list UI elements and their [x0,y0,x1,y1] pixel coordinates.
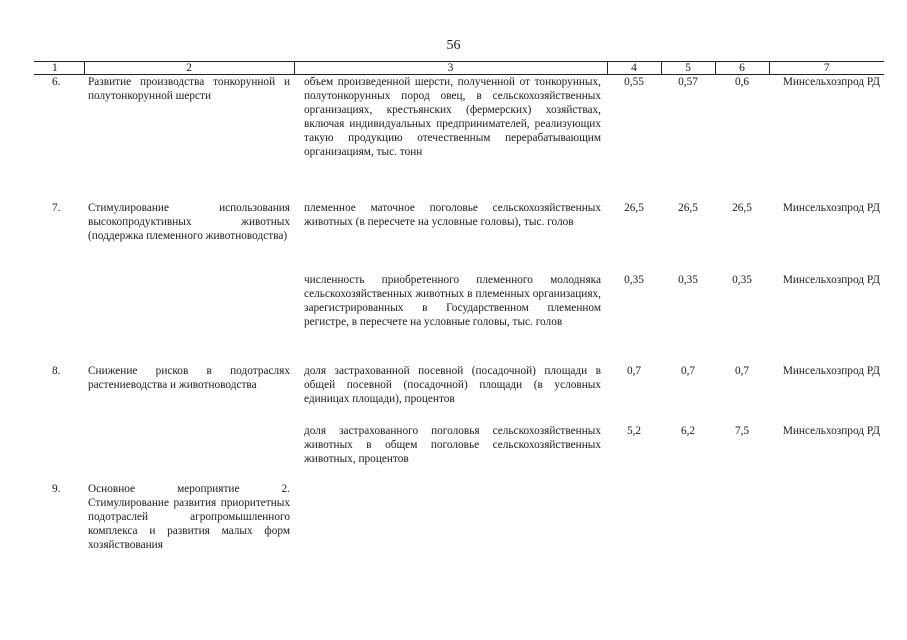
value-col-6: 26,5 [732,201,752,214]
value-col-5: 26,5 [678,201,698,214]
row-number [34,273,84,364]
value-col-5: 0,57 [678,76,698,88]
table-row [34,273,884,364]
measure-name [84,424,294,482]
value-col-4: 0,35 [624,273,644,286]
executor [769,482,884,572]
indicator-text: объем произведенной шерсти, полученной от тонкорунных, полутонкорунных пород овец, в сельскохозяйственных организациях, крестьянских (фермерских) хозяйствах, включая индивидуальных предпринимателей, реализующих такую продукцию отечественным перерабатывающим организациям, тыс. тонн [304,76,601,158]
indicator-text: племенное маточное поголовье сельскохозяйственных животных (в пересчете на условные головы), тыс. голов [304,201,601,228]
value-col-6: 0,6 [734,76,750,88]
value-col-4: 0,55 [624,76,644,88]
value-col-5 [661,482,715,572]
indicator-text: доля застрахованного поголовья сельскохозяйственных животных в общем поголовье сельскохозяйственных животных, процентов [304,424,601,465]
value-col-6: 0,35 [732,273,752,286]
measure-name: Стимулирование использования высокопродуктивных животных (поддержка племенного животноводства) [88,201,290,242]
table-row [34,482,884,572]
executor: Минсельхозпрод РД [782,76,880,88]
header-col-5: 5 [661,62,715,75]
measure-name: Развитие производства тонкорунной и полутонкорунной шерсти [88,76,290,102]
executor: Минсельхозпрод РД [782,273,880,286]
row-number: 9. [52,482,61,495]
header-col-7: 7 [769,62,884,75]
value-col-5: 6,2 [680,424,696,437]
table-row [34,424,884,482]
header-col-4: 4 [607,62,661,75]
row-number [34,424,84,482]
indicator-text: численность приобретенного племенного молодняка сельскохозяйственных животных в племенных организациях, зарегистрированных в Государственном племенном регистре, в пересчете на условные головы, тыс. голов [304,273,601,328]
indicator-text: доля застрахованной посевной (посадочной) площади в общей посевной (посадочной) площади (в условных единицах площади), процентов [304,364,601,405]
row-number: 8. [52,364,61,377]
page-number: 56 [446,38,461,53]
row-number: 6. [52,76,61,88]
executor: Минсельхозпрод РД [782,424,880,437]
program-table [34,61,884,572]
value-col-4 [607,482,661,572]
executor: Минсельхозпрод РД [782,364,880,377]
table-row [34,75,884,201]
value-col-6: 7,5 [734,424,750,437]
measure-name [84,273,294,364]
table-row [34,201,884,273]
header-col-3: 3 [294,62,607,75]
table-row [34,364,884,424]
indicator-text [294,482,607,572]
value-col-5: 0,35 [678,273,698,286]
value-col-4: 5,2 [626,424,642,437]
column-number-header [34,62,884,75]
value-col-4: 26,5 [624,201,644,214]
measure-name: Основное мероприятие 2. Стимулирование развития приоритетных подотраслей агропромышленного комплекса и развития малых форм хозяйствования [88,482,290,551]
value-col-5: 0,7 [680,364,696,377]
value-col-6 [715,482,769,572]
value-col-4: 0,7 [626,364,642,377]
measure-name: Снижение рисков в подотраслях растениеводства и животноводства [88,364,290,391]
header-col-1: 1 [34,62,84,75]
value-col-6: 0,7 [734,364,750,377]
header-col-2: 2 [84,62,294,75]
executor: Минсельхозпрод РД [782,201,880,214]
row-number: 7. [52,201,61,214]
header-col-6: 6 [715,62,769,75]
